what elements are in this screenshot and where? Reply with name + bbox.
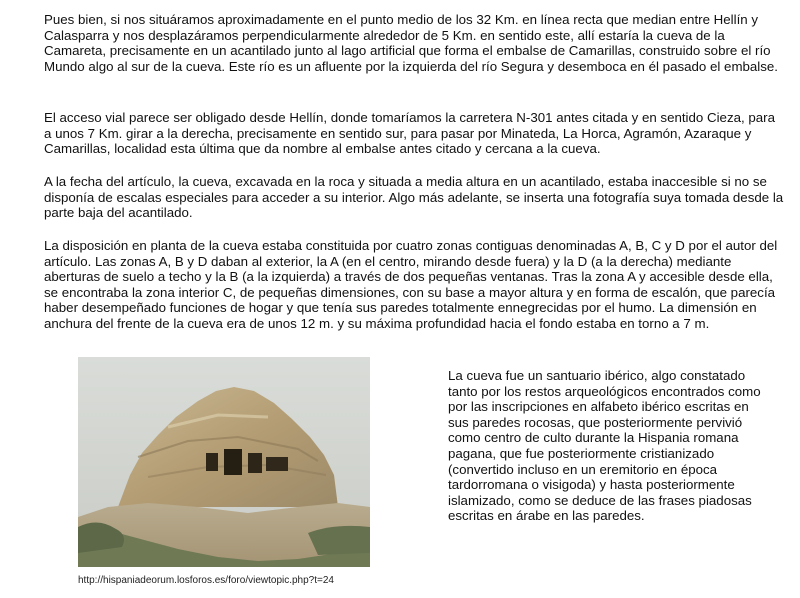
source-url: http://hispaniadeorum.losforos.es/foro/viewtopic.php?t=24 bbox=[78, 575, 334, 586]
paragraph-layout: La disposición en planta de la cueva estaba constituida por cuatro zonas contiguas denominadas A, B, C y D por el autor del artículo. Las zonas A, B y D daban al exterior, la A (en el centro, mirando desde fuera) y la D (a la derecha) mediante aberturas de suelo a techo y la B (a la izquierda) a través de dos pequeñas ventanas. Tras la zona A y accesible desde ella, se encontraba la zona interior C, de pequeñas dimensiones, con su base a mayor altura y en forma de escalón, que parecía haber desempeñado funciones de hogar y que tenía sus paredes totalmente ennegrecidas por el humo. La dimensión en anchura del frente de la cueva era de unos 12 m. y su máxima profundidad hacia el fondo estaba en torno a 7 m. bbox=[44, 238, 778, 331]
paragraph-status: A la fecha del artículo, la cueva, excavada en la roca y situada a media altura en un acantilado, estaba inaccesible si no se disponía de escalas especiales para acceder a su interior. Algo más adelante, se inserta una fotografía suya tomada desde la parte baja del acantilado. bbox=[44, 174, 784, 221]
cave-cliff-photo bbox=[78, 357, 370, 567]
paragraph-location: Pues bien, si nos situáramos aproximadamente en el punto medio de los 32 Km. en línea recta que median entre Hellín y Calasparra y nos desplazáramos perpendicularmente alrededor de 5 Km. en sentido este, allí estaría la cueva de la Camareta, precisamente en un acantilado junto al lago artificial que forma el embalse de Camarillas, construido sobre el río Mundo algo al sur de la cueva. Este río es un afluente por la izquierda del río Segura y desemboca en él pasado el embalse. bbox=[44, 12, 778, 74]
photo-caption: La cueva fue un santuario ibérico, algo constatado tanto por los restos arqueológicos encontrados como por las inscripciones en alfabeto ibérico escritas en sus paredes rocosas, que posteriormente pervivió como centro de culto durante la Hispania romana pagana, que fue posteriormente cristianizado (convertido incluso en un eremitorio en época tardorromana o visigoda) y hasta posteriormente islamizado, como se deduce de las frases piadosas escritas en árabe en las paredes. bbox=[448, 368, 761, 524]
paragraph-access: El acceso vial parece ser obligado desde Hellín, donde tomaríamos la carretera N-301 antes citada y en sentido Cieza, para a unos 7 Km. girar a la derecha, precisamente en sentido sur, para pasar por Minateda, La Horca, Agramón, Azaraque y Camarillas, localidad esta última que da nombre al embalse antes citado y cercana a la cueva. bbox=[44, 110, 775, 157]
